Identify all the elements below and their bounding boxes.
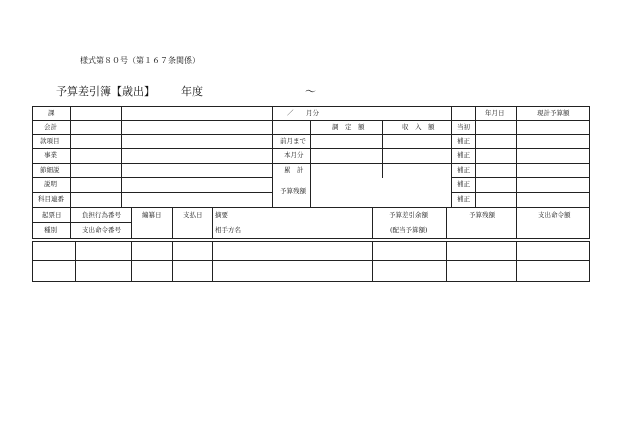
yosan-sashihiki-header: 予算差引余額 [389,211,428,219]
shishutsu-gaku-header: 支出命令額 [538,211,571,219]
chotei-header: 調 定 額 [332,123,365,131]
hensaibi-header: 編纂日 [142,211,162,219]
hosei-label-3: 補正 [457,166,470,174]
month-slash: ／ [287,109,294,117]
shishutsu-no-header: 支出命令番号 [82,226,121,234]
kianbi-header: 起票日 [42,211,62,219]
cumulative-label: 累 計 [284,166,304,174]
yosan-zan-header: 予算残額 [469,211,495,219]
haito-header: (配当予算額) [390,226,428,234]
aite-header: 相手方名 [215,226,241,234]
hosei-label-5: 補正 [457,195,470,203]
kaikei-label: 会計 [44,123,57,131]
period-tilde: ～ [305,85,316,98]
shubetsu-header: 種別 [44,226,57,234]
initial-label: 当初 [457,123,470,131]
fiscal-year-label: 年度 [181,85,203,98]
jigyo-label: 事業 [44,151,57,159]
section-label: 課 [48,109,55,117]
kan-label: 款項目 [40,137,60,145]
hosei-label-2: 補正 [457,151,470,159]
shiharaibi-header: 支払日 [183,211,203,219]
hosei-label-4: 補正 [457,180,470,188]
tekiyo-header: 摘要 [215,211,228,219]
hosei-label-1: 補正 [457,137,470,145]
cumulative-budget-header: 現計予算額 [537,109,570,117]
setsu-label: 節細説 [40,166,60,174]
ledger-title: 予算差引簿【歳出】 [56,85,155,98]
kamoku-label: 科目連番 [38,195,64,203]
futan-no-header: 負担行為番号 [82,211,121,219]
budget-balance-label: 予算残額 [280,187,306,195]
date-header: 年月日 [485,109,505,117]
form-number: 様式第８０号（第１６７条関係） [80,56,200,65]
month-label: 月分 [306,109,319,117]
setsumei-label: 説明 [44,180,57,188]
this-month-label: 本月分 [284,151,304,159]
until-last-month-label: 前月まで [280,137,306,145]
shunyu-header: 収 入 額 [402,123,435,131]
